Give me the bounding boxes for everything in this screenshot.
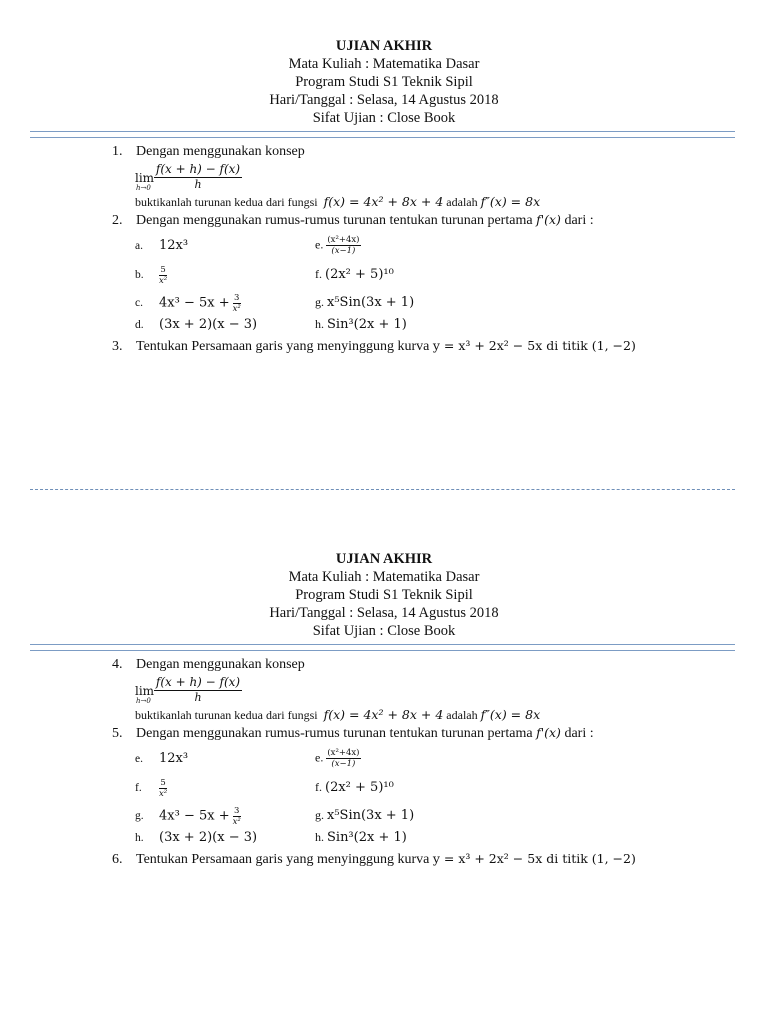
option-letter: f. xyxy=(315,267,322,281)
proof-mid: adalah xyxy=(446,708,478,722)
option-expression: (3x + 2)(x − 3) xyxy=(159,317,258,332)
option-expression: Sin³(2x + 1) xyxy=(327,830,407,845)
option-fraction xyxy=(233,293,241,314)
fraction-numerator: 3 xyxy=(234,293,240,303)
option-f xyxy=(315,266,394,283)
limit-word: lim xyxy=(135,171,155,185)
fraction-numerator: (x²+4x) xyxy=(327,235,360,245)
option-c xyxy=(135,293,241,314)
option-letter: g. xyxy=(315,295,324,309)
option-g xyxy=(315,294,414,311)
option-letter: h. xyxy=(315,830,324,844)
option-letter: e. xyxy=(135,753,143,765)
option-fraction xyxy=(326,748,360,769)
quotient-numerator: f(x + h) − f(x) xyxy=(155,675,241,689)
proof-function: f(x) = 4x² + 8x + 4 xyxy=(323,707,444,722)
option-f-left xyxy=(135,778,167,799)
option-expression: Sin³(2x + 1) xyxy=(327,317,407,332)
question-text: Dengan menggunakan konsep xyxy=(136,657,305,672)
option-letter: d. xyxy=(135,319,144,331)
curve-equation: y = x³ + 2x² − 5x di titik (1, −2) xyxy=(432,338,636,353)
option-fraction xyxy=(159,265,167,286)
option-letter: e. xyxy=(315,237,324,252)
option-expression: 12x³ xyxy=(159,238,189,253)
date-line: Hari/Tanggal : Selasa, 14 Agustus 2018 xyxy=(269,605,499,621)
fraction-denominator: (x−1) xyxy=(331,759,356,769)
option-letter: a. xyxy=(135,240,143,252)
exam-nature-line: Sifat Ujian : Close Book xyxy=(312,110,456,126)
option-e xyxy=(315,748,361,769)
header-divider xyxy=(30,131,735,138)
proof-result: f″(x) = 8x xyxy=(480,194,541,209)
option-fraction xyxy=(326,235,360,256)
course-line: Mata Kuliah : Matematika Dasar xyxy=(288,569,480,585)
question-number: 6. xyxy=(112,852,123,867)
question-number: 1. xyxy=(112,144,123,159)
program-line: Program Studi S1 Teknik Sipil xyxy=(295,74,473,90)
option-h xyxy=(315,829,407,846)
limit-subscript: h→0 xyxy=(136,184,151,192)
proof-text: buktikanlah turunan kedua dari fungsi xyxy=(135,708,318,722)
question-number: 5. xyxy=(112,726,123,741)
option-expression: 12x³ xyxy=(159,751,189,766)
option-e-left xyxy=(135,750,188,767)
option-expression: (2x² + 5)¹⁰ xyxy=(325,267,394,282)
question-1 xyxy=(112,143,305,161)
first-derivative-symbol: f'(x) xyxy=(536,212,561,227)
exam-header xyxy=(0,550,768,640)
proof-result: f″(x) = 8x xyxy=(480,707,541,722)
exam-title: UJIAN AKHIR xyxy=(335,551,433,567)
header-divider xyxy=(30,644,735,651)
option-expression: (2x² + 5)¹⁰ xyxy=(325,780,394,795)
option-letter: g. xyxy=(135,810,144,823)
proof-instruction xyxy=(135,194,540,210)
fraction-denominator: (x−1) xyxy=(331,246,356,256)
fraction-numerator: 5 xyxy=(160,778,166,788)
question-3 xyxy=(112,337,636,356)
question-number: 3. xyxy=(112,339,123,354)
proof-instruction xyxy=(135,707,540,723)
option-e xyxy=(315,235,361,256)
question-text: Dengan menggunakan rumus-rumus turunan tentukan turunan pertama xyxy=(136,726,533,741)
first-derivative-symbol: f'(x) xyxy=(536,725,561,740)
fraction-numerator: (x²+4x) xyxy=(327,748,360,758)
proof-function: f(x) = 4x² + 8x + 4 xyxy=(323,194,444,209)
option-fraction xyxy=(233,806,241,827)
cut-line xyxy=(30,489,735,490)
fraction-denominator: x² xyxy=(232,817,241,827)
question-text: Tentukan Persamaan garis yang menyinggung kurva xyxy=(136,852,430,867)
question-text: Tentukan Persamaan garis yang menyinggung kurva xyxy=(136,339,430,354)
option-fraction xyxy=(159,778,167,799)
exam-nature-line: Sifat Ujian : Close Book xyxy=(312,623,456,639)
difference-quotient xyxy=(154,162,242,191)
option-a xyxy=(135,237,188,254)
proof-mid: adalah xyxy=(446,195,478,209)
question-text: Dengan menggunakan konsep xyxy=(136,144,305,159)
option-h-left xyxy=(135,829,257,846)
option-letter: h. xyxy=(135,832,144,844)
question-6 xyxy=(112,850,636,869)
option-expression: (3x + 2)(x − 3) xyxy=(159,830,258,845)
quotient-numerator: f(x + h) − f(x) xyxy=(155,162,241,176)
option-letter: h. xyxy=(315,317,324,331)
question-text-end: dari : xyxy=(564,726,594,741)
program-line: Program Studi S1 Teknik Sipil xyxy=(295,587,473,603)
course-line: Mata Kuliah : Matematika Dasar xyxy=(288,56,480,72)
fraction-denominator: x² xyxy=(232,304,241,314)
exam-header xyxy=(0,37,768,127)
fraction-denominator: x² xyxy=(159,276,168,286)
fraction-numerator: 5 xyxy=(160,265,166,275)
question-2 xyxy=(112,211,594,230)
difference-quotient xyxy=(154,675,242,704)
option-b xyxy=(135,265,167,286)
quotient-denominator: h xyxy=(194,178,202,191)
option-g xyxy=(315,807,414,824)
quotient-denominator: h xyxy=(194,691,202,704)
option-g-left xyxy=(135,806,241,827)
limit-word: lim xyxy=(135,684,155,698)
option-h xyxy=(315,316,407,333)
option-letter: c. xyxy=(135,297,143,310)
option-f xyxy=(315,779,394,796)
proof-text: buktikanlah turunan kedua dari fungsi xyxy=(135,195,318,209)
fraction-numerator: 3 xyxy=(234,806,240,816)
option-expression: 4x³ − 5x + xyxy=(159,808,230,824)
limit-subscript: h→0 xyxy=(136,697,151,705)
date-line: Hari/Tanggal : Selasa, 14 Agustus 2018 xyxy=(269,92,499,108)
question-number: 4. xyxy=(112,657,123,672)
option-expression: 4x³ − 5x + xyxy=(159,295,230,311)
option-letter: f. xyxy=(315,780,322,794)
question-5 xyxy=(112,724,594,743)
fraction-denominator: x² xyxy=(159,789,168,799)
option-letter: e. xyxy=(315,750,324,765)
option-letter: f. xyxy=(135,782,142,795)
option-expression: x⁵Sin(3x + 1) xyxy=(327,808,415,823)
curve-equation: y = x³ + 2x² − 5x di titik (1, −2) xyxy=(432,851,636,866)
option-d xyxy=(135,316,257,333)
question-4 xyxy=(112,656,305,674)
option-letter: b. xyxy=(135,269,144,282)
question-text: Dengan menggunakan rumus-rumus turunan tentukan turunan pertama xyxy=(136,213,533,228)
option-letter: g. xyxy=(315,808,324,822)
exam-title: UJIAN AKHIR xyxy=(335,38,433,54)
option-expression: x⁵Sin(3x + 1) xyxy=(327,295,415,310)
question-number: 2. xyxy=(112,213,123,228)
question-text-end: dari : xyxy=(564,213,594,228)
